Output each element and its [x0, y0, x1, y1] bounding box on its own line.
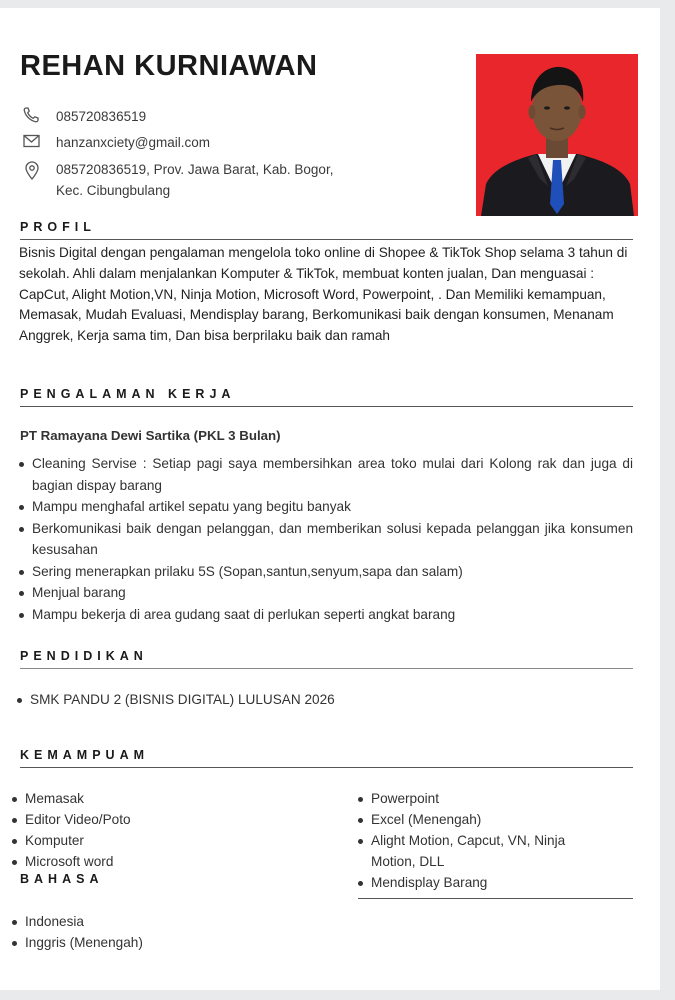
location-pin-icon: [22, 158, 42, 180]
mail-icon: [22, 132, 42, 150]
list-item: Inggris (Menengah): [11, 932, 331, 953]
job-title: PT Ramayana Dewi Sartika (PKL 3 Bulan): [20, 428, 281, 443]
list-item: Mampu bekerja di area gudang saat di perlukan seperti angkat barang: [18, 604, 633, 626]
phone-icon: [22, 106, 42, 124]
section-title-kemampuan: KEMAMPUAM: [20, 748, 633, 768]
list-item: Komputer: [11, 830, 331, 851]
section-title-bahasa: BAHASA: [20, 872, 104, 886]
list-item: Memasak: [11, 788, 331, 809]
experience-list: [18, 453, 633, 625]
section-title-pengalaman: PENGALAMAN KERJA: [20, 387, 633, 407]
list-item: Cleaning Servise : Setiap pagi saya membersihkan area toko mulai dari Kolong rak dan juga di bagian dispay barang: [18, 453, 633, 496]
list-item: Powerpoint: [357, 788, 612, 809]
list-item: SMK PANDU 2 (BISNIS DIGITAL) LULUSAN 2026: [16, 689, 631, 711]
bahasa-divider: [358, 898, 633, 899]
portrait-image: [476, 54, 638, 216]
education-list: [16, 689, 631, 711]
profil-text: Bisnis Digital dengan pengalaman mengelola toko online di Shopee & TikTok Shop selama 3 tahun di sekolah. Ahli dalam menjalankan Komputer & TikTok, membuat konten jualan, Dan menguasai : CapCut, Alight Motion,VN, Ninja Motion, Microsoft Word, Powerpoint, . Dan Memiliki kemampuan, Memasak, Mudah Evaluasi, Mendisplay barang, Berkomunikasi baik dengan konsumen, Menanam Anggrek, Kerja sama tim, Dan bisa berprilaku baik dan ramah: [19, 245, 628, 344]
resume-page: [0, 8, 660, 990]
list-item: Berkomunikasi baik dengan pelanggan, dan memberikan solusi kepada pelanggan jika konsumen kesusahan: [18, 518, 633, 561]
list-item: Indonesia: [11, 911, 331, 932]
candidate-name: REHAN KURNIAWAN: [20, 50, 318, 82]
language-list: [11, 911, 331, 953]
address-line-2: Kec. Cibungbulang: [56, 183, 171, 198]
list-item: Excel (Menengah): [357, 809, 612, 830]
phone-number: 085720836519: [56, 109, 147, 124]
address-line-1: 085720836519, Prov. Jawa Barat, Kab. Bogor,: [56, 162, 334, 177]
list-item: Menjual barang: [18, 582, 633, 604]
section-title-profil: PROFIL: [20, 220, 633, 240]
email-address: hanzanxciety@gmail.com: [56, 135, 211, 150]
list-item: Alight Motion, Capcut, VN, Ninja Motion, DLL: [357, 830, 612, 872]
list-item: Mendisplay Barang: [357, 872, 612, 893]
list-item: Mampu menghafal artikel sepatu yang begitu banyak: [18, 496, 633, 518]
list-item: Sering menerapkan prilaku 5S (Sopan,santun,senyum,sapa dan salam): [18, 561, 633, 583]
profile-photo: [476, 54, 638, 216]
section-title-pendidikan: PENDIDIKAN: [20, 649, 633, 669]
list-item: Microsoft word: [11, 851, 331, 872]
skills-list-left: [11, 788, 331, 872]
list-item: Editor Video/Poto: [11, 809, 331, 830]
